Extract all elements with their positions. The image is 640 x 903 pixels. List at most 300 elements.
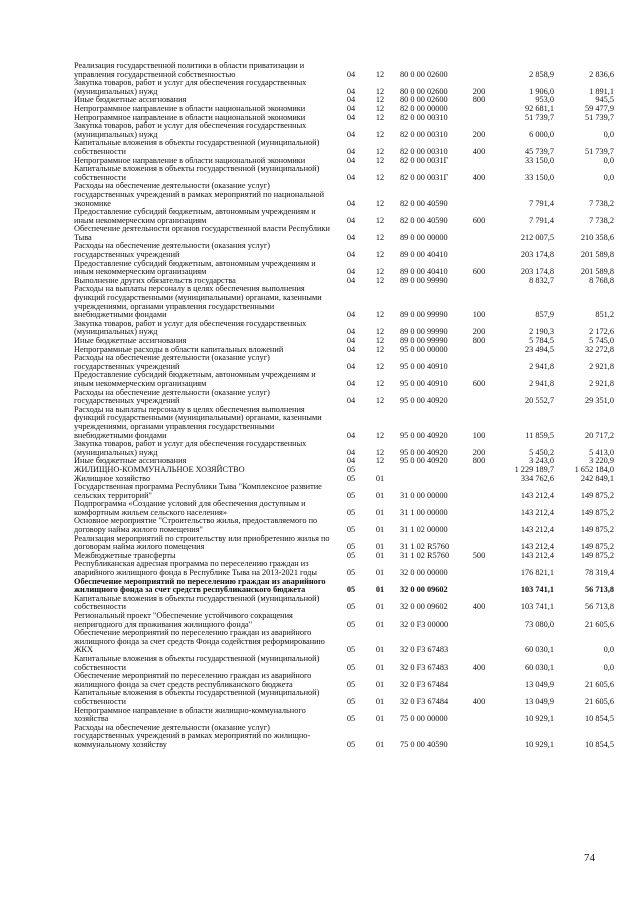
amount-year-2: 56 713,8 — [584, 585, 614, 595]
subsection-code: 12 — [375, 267, 385, 277]
section-code: 05 — [346, 464, 356, 474]
subsection-code: 01 — [375, 602, 385, 612]
amount-year-1: 13 049,9 — [524, 696, 554, 706]
subsection-code: 01 — [375, 645, 385, 655]
expense-type-code: 400 — [472, 602, 486, 612]
row-name: Иные бюджетные ассигнования — [74, 336, 187, 345]
amount-year-2: 5 413,0 — [589, 447, 614, 457]
row-name: Непрограммное направление в области национальной экономики — [74, 112, 306, 122]
amount-year-1: 10 929,1 — [524, 739, 554, 749]
amount-year-2: 0,0 — [603, 662, 614, 672]
amount-year-1: 5 784,5 — [529, 336, 554, 345]
subsection-code: 12 — [375, 378, 385, 388]
expense-type-code: 600 — [472, 215, 486, 225]
table-row — [74, 672, 620, 689]
section-code: 05 — [346, 619, 356, 629]
amount-year-2: 20 717,2 — [584, 430, 614, 440]
section-code: 04 — [346, 103, 356, 113]
section-code: 04 — [346, 155, 356, 165]
target-article-code: 95 0 00 40920 — [400, 430, 448, 440]
section-code: 05 — [346, 679, 356, 689]
amount-year-1: 103 741,1 — [520, 585, 554, 595]
amount-year-2: 242 849,1 — [580, 473, 614, 483]
amount-year-2: 8 768,8 — [589, 275, 614, 285]
amount-year-1: 13 049,9 — [524, 679, 554, 689]
subsection-code: 01 — [375, 542, 385, 552]
target-article-code: 95 0 00 00000 — [400, 344, 448, 354]
amount-year-1: 23 494,5 — [524, 344, 554, 354]
amount-year-2: 149 875,2 — [580, 542, 614, 552]
table-row — [74, 208, 620, 225]
expense-type-code: 800 — [472, 95, 486, 105]
amount-year-1: 3 243,0 — [529, 456, 554, 466]
section-code: 04 — [346, 327, 356, 337]
table-row — [74, 79, 620, 96]
subsection-code: 12 — [375, 155, 385, 165]
amount-year-2: 51 739,7 — [584, 146, 614, 156]
target-article-code: 32 0 F3 67484 — [400, 696, 449, 706]
target-article-code: 95 0 00 40910 — [400, 361, 448, 371]
amount-year-1: 51 739,7 — [524, 112, 554, 122]
subsection-code: 01 — [375, 662, 385, 672]
table-row — [74, 578, 620, 595]
amount-year-2: 7 738,2 — [589, 198, 614, 208]
target-article-code: 75 0 00 00000 — [400, 714, 448, 724]
subsection-code: 01 — [375, 568, 385, 578]
section-code: 05 — [346, 602, 356, 612]
row-name: Предоставление субсидий бюджетным, автономным учреждениям и иным некоммерческим организациям — [74, 207, 316, 225]
expense-type-code: 500 — [472, 550, 486, 560]
section-code: 05 — [346, 550, 356, 560]
expense-type-code: 200 — [472, 327, 486, 337]
section-code: 04 — [346, 232, 356, 242]
subsection-code: 12 — [375, 275, 385, 285]
amount-year-1: 45 739,7 — [524, 146, 554, 156]
amount-year-1: 60 030,1 — [524, 645, 554, 655]
amount-year-2: 0,0 — [603, 155, 614, 165]
subsection-code: 12 — [375, 198, 385, 208]
row-name: Предоставление субсидий бюджетным, автономным учреждениям и иным некоммерческим организациям — [74, 258, 316, 277]
target-article-code: 82 0 00 00310 — [400, 146, 448, 156]
table-row — [74, 655, 620, 672]
amount-year-1: 857,9 — [535, 310, 554, 320]
section-code: 04 — [346, 447, 356, 457]
subsection-code: 01 — [375, 490, 385, 500]
target-article-code: 32 0 F3 67484 — [400, 679, 449, 689]
section-code: 04 — [346, 95, 356, 105]
amount-year-2: 1 652 184,0 — [574, 464, 614, 474]
target-article-code: 31 1 02 R5760 — [400, 542, 450, 552]
row-name: Подпрограмма «Создание условий для обеспечения доступным и комфортным жильем сельского населения» — [74, 499, 306, 517]
target-article-code: 89 0 00 99990 — [400, 310, 448, 320]
target-article-code: 80 0 00 02600 — [400, 86, 448, 96]
amount-year-1: 20 552,7 — [524, 396, 554, 406]
amount-year-1: 143 212,4 — [520, 507, 554, 517]
expense-type-code: 400 — [472, 146, 486, 156]
amount-year-1: 1 906,0 — [529, 86, 554, 96]
amount-year-1: 33 150,0 — [524, 172, 554, 182]
row-name: Иные бюджетные ассигнования — [74, 95, 187, 105]
table-row — [74, 62, 620, 79]
amount-year-2: 51 739,7 — [584, 112, 614, 122]
amount-year-2: 0,0 — [603, 172, 614, 182]
amount-year-1: 212 007,5 — [520, 232, 554, 242]
subsection-code: 12 — [375, 86, 385, 96]
table-row — [74, 139, 620, 156]
amount-year-1: 7 791,4 — [529, 215, 554, 225]
expense-type-code: 100 — [472, 430, 486, 440]
subsection-code: 12 — [375, 456, 385, 466]
row-name: Расходы на выплаты персоналу в целях обеспечения выполнения функций государственными (муниципальными) органами, казенными учреждениями, органами управления государственными внебюджетными фондами — [74, 404, 322, 440]
section-code: 04 — [346, 361, 356, 371]
target-article-code: 89 0 00 99990 — [400, 327, 448, 337]
target-article-code: 95 0 00 40910 — [400, 378, 448, 388]
row-name: Государственная программа Республики Тыва "Комплексное развитие сельских территорий" — [74, 482, 322, 500]
section-code: 05 — [346, 525, 356, 535]
section-code: 04 — [346, 112, 356, 122]
row-name: Республиканская адресная программа по переселению граждан из аварийного жилищного фонда в Республике Тыва на 2013-2021 годы — [74, 559, 317, 578]
target-article-code: 31 1 02 R5760 — [400, 550, 450, 560]
amount-year-2: 210 358,6 — [580, 232, 614, 242]
row-name: Закупка товаров, работ и услуг для обеспечения государственных (муниципальных) нужд — [74, 439, 307, 457]
expense-type-code: 100 — [472, 310, 486, 320]
subsection-code: 12 — [375, 112, 385, 122]
amount-year-1: 203 174,8 — [520, 267, 554, 277]
subsection-code: 12 — [375, 215, 385, 225]
row-name: Предоставление субсидий бюджетным, автономным учреждениям и иным некоммерческим организациям — [74, 370, 316, 388]
subsection-code: 01 — [375, 473, 385, 483]
table-row — [74, 320, 620, 337]
table-row — [74, 689, 620, 706]
amount-year-2: 3 220,9 — [589, 456, 614, 466]
row-name: Закупка товаров, работ и услуг для обеспечения государственных (муниципальных) нужд — [74, 78, 307, 96]
row-name: Непрограммное направление в области национальной экономики — [74, 155, 306, 165]
target-article-code: 82 0 00 00000 — [400, 103, 448, 113]
table-row — [74, 122, 620, 139]
section-code: 05 — [346, 473, 356, 483]
section-code: 04 — [346, 275, 356, 285]
amount-year-1: 33 150,0 — [524, 155, 554, 165]
section-code: 04 — [346, 172, 356, 182]
amount-year-1: 203 174,8 — [520, 250, 554, 260]
amount-year-2: 2 921,8 — [589, 378, 614, 388]
row-name: ЖИЛИЩНО-КОММУНАЛЬНОЕ ХОЗЯЙСТВО — [74, 464, 245, 474]
subsection-code: 12 — [375, 69, 385, 79]
section-code: 04 — [346, 198, 356, 208]
amount-year-2: 945,5 — [595, 95, 614, 105]
amount-year-2: 21 605,6 — [584, 696, 614, 706]
table-row — [74, 389, 620, 406]
row-name: Межбюджетные трансферты — [74, 550, 176, 560]
amount-year-2: 56 713,8 — [584, 602, 614, 612]
amount-year-1: 2 190,3 — [529, 327, 554, 337]
amount-year-2: 21 605,6 — [584, 679, 614, 689]
amount-year-2: 29 351,0 — [584, 396, 614, 406]
target-article-code: 89 0 00 00000 — [400, 232, 448, 242]
amount-year-2: 851,2 — [595, 310, 614, 320]
amount-year-2: 1 891,1 — [589, 86, 614, 96]
subsection-code: 12 — [375, 396, 385, 406]
expense-type-code: 200 — [472, 86, 486, 96]
section-code: 05 — [346, 490, 356, 500]
target-article-code: 31 1 02 00000 — [400, 525, 448, 535]
subsection-code: 01 — [375, 550, 385, 560]
section-code: 05 — [346, 714, 356, 724]
subsection-code: 12 — [375, 336, 385, 345]
section-code: 04 — [346, 129, 356, 139]
amount-year-1: 73 080,0 — [524, 619, 554, 629]
amount-year-2: 2 172,6 — [589, 327, 614, 337]
amount-year-2: 149 875,2 — [580, 490, 614, 500]
table-row — [74, 354, 620, 371]
section-code: 04 — [346, 310, 356, 320]
expense-type-code: 200 — [472, 129, 486, 139]
subsection-code: 12 — [375, 95, 385, 105]
target-article-code: 82 0 00 00310 — [400, 129, 448, 139]
section-code: 04 — [346, 378, 356, 388]
subsection-code: 12 — [375, 172, 385, 182]
amount-year-2: 0,0 — [603, 129, 614, 139]
amount-year-2: 21 605,6 — [584, 619, 614, 629]
amount-year-2: 78 319,4 — [584, 568, 614, 578]
table-row — [74, 707, 620, 724]
table-row — [74, 517, 620, 534]
section-code: 04 — [346, 69, 356, 79]
amount-year-1: 11 859,5 — [525, 430, 554, 440]
amount-year-2: 201 589,8 — [580, 267, 614, 277]
section-code: 04 — [346, 430, 356, 440]
subsection-code: 01 — [375, 739, 385, 749]
table-row — [74, 483, 620, 500]
amount-year-2: 2 836,6 — [589, 69, 614, 79]
row-name: Непрограммные расходы в области капитальных вложений — [74, 344, 284, 354]
section-code: 05 — [346, 542, 356, 552]
amount-year-2: 7 738,2 — [589, 215, 614, 225]
section-code: 04 — [346, 267, 356, 277]
amount-year-1: 143 212,4 — [520, 490, 554, 500]
amount-year-1: 103 741,1 — [520, 602, 554, 612]
section-code: 05 — [346, 696, 356, 706]
table-row — [74, 165, 620, 182]
row-name: Реализация мероприятий по строительству или приобретению жилья по договорам найма жилого помещения — [74, 533, 330, 552]
row-name: Непрограммное направление в области национальной экономики — [74, 103, 306, 113]
row-name: Капитальные вложения в объекты государственной (муниципальной) собственности — [74, 138, 320, 156]
section-code: 04 — [346, 336, 356, 345]
row-name: Расходы на обеспечение деятельности (оказание услуг) государственных учреждений в рамках мероприятий по жилищно-коммунальному хозяйству — [74, 722, 311, 749]
amount-year-2: 32 272,8 — [584, 344, 614, 354]
amount-year-1: 143 212,4 — [520, 525, 554, 535]
row-name: Обеспечение деятельности органов государственной власти Республики Тыва — [74, 224, 330, 242]
amount-year-1: 2 941,8 — [529, 378, 554, 388]
amount-year-1: 2 941,8 — [529, 361, 554, 371]
expense-type-code: 600 — [472, 267, 486, 277]
amount-year-1: 143 212,4 — [520, 550, 554, 560]
target-article-code: 89 0 00 99990 — [400, 336, 448, 345]
expense-type-code: 600 — [472, 378, 486, 388]
section-code: 05 — [346, 739, 356, 749]
target-article-code: 89 0 00 99990 — [400, 275, 448, 285]
section-code: 04 — [346, 215, 356, 225]
table-row — [74, 260, 620, 277]
table-row — [74, 406, 620, 440]
target-article-code: 80 0 00 02600 — [400, 69, 448, 79]
target-article-code: 82 0 00 0031Г — [400, 155, 449, 165]
table-row — [74, 225, 620, 242]
subsection-code: 12 — [375, 232, 385, 242]
table-row — [74, 595, 620, 612]
target-article-code: 82 0 00 00310 — [400, 112, 448, 122]
section-code: 04 — [346, 146, 356, 156]
table-row — [74, 440, 620, 457]
subsection-code: 01 — [375, 714, 385, 724]
row-name: Расходы на обеспечение деятельности (оказания услуг) государственных учреждений — [74, 241, 271, 260]
section-code: 05 — [346, 662, 356, 672]
row-name: Капитальные вложения в объекты государственной (муниципальной) собственности — [74, 164, 320, 182]
target-article-code: 32 0 00 09602 — [400, 585, 448, 595]
section-code: 04 — [346, 396, 356, 406]
subsection-code: 12 — [375, 250, 385, 260]
target-article-code: 32 0 F3 67483 — [400, 645, 449, 655]
subsection-code: 12 — [375, 129, 385, 139]
table-row — [74, 371, 620, 388]
section-code: 05 — [346, 585, 356, 595]
target-article-code: 75 0 00 40590 — [400, 739, 448, 749]
subsection-code: 12 — [375, 146, 385, 156]
amount-year-2: 149 875,2 — [580, 525, 614, 535]
amount-year-1: 176 821,1 — [520, 568, 554, 578]
amount-year-2: 149 875,2 — [580, 507, 614, 517]
target-article-code: 82 0 00 40590 — [400, 215, 448, 225]
amount-year-1: 7 791,4 — [529, 198, 554, 208]
subsection-code: 12 — [375, 103, 385, 113]
target-article-code: 82 0 00 40590 — [400, 198, 448, 208]
row-name: Закупка товаров, работ и услуг для обеспечения государственных (муниципальных) нужд — [74, 318, 307, 337]
amount-year-1: 8 832,7 — [529, 275, 554, 285]
section-code: 05 — [346, 568, 356, 578]
table-row — [74, 242, 620, 259]
amount-year-2: 10 854,5 — [584, 714, 614, 724]
target-article-code: 32 0 F3 00000 — [400, 619, 449, 629]
table-row — [74, 535, 620, 552]
row-name: Жилищное хозяйство — [74, 473, 151, 483]
target-article-code: 89 0 00 40410 — [400, 267, 448, 277]
amount-year-1: 2 858,9 — [529, 69, 554, 79]
subsection-code: 01 — [375, 619, 385, 629]
subsection-code: 12 — [375, 430, 385, 440]
target-article-code: 89 0 00 40410 — [400, 250, 448, 260]
row-name: Обеспечение мероприятий по переселению граждан из аварийного жилищного фонда за счет средств республиканского бюджета — [74, 576, 326, 595]
amount-year-1: 334 762,6 — [520, 473, 554, 483]
target-article-code: 95 0 00 40920 — [400, 447, 448, 457]
table-row — [74, 500, 620, 517]
amount-year-1: 143 212,4 — [520, 542, 554, 552]
amount-year-2: 201 589,8 — [580, 250, 614, 260]
row-name: Иные бюджетные ассигнования — [74, 456, 187, 466]
subsection-code: 01 — [375, 525, 385, 535]
budget-table — [74, 62, 620, 750]
subsection-code: 12 — [375, 447, 385, 457]
amount-year-1: 6 000,0 — [529, 129, 554, 139]
table-row — [74, 285, 620, 319]
amount-year-1: 10 929,1 — [524, 714, 554, 724]
subsection-code: 01 — [375, 679, 385, 689]
target-article-code: 32 0 00 09602 — [400, 602, 448, 612]
row-name: Непрограммное направление в области жилищно-коммунального хозяйства — [74, 705, 306, 724]
target-article-code: 31 1 00 00000 — [400, 507, 448, 517]
amount-year-2: 59 477,9 — [584, 103, 614, 113]
expense-type-code: 800 — [472, 336, 486, 345]
amount-year-2: 10 854,5 — [584, 739, 614, 749]
row-name: Расходы на обеспечение деятельности (оказание услуг) государственных учреждений — [74, 353, 270, 371]
table-row — [74, 612, 620, 629]
section-code: 05 — [346, 507, 356, 517]
row-name: Основное мероприятие "Строительство жилья, предоставляемого по договору найма жилого помещения" — [74, 516, 318, 535]
table-row — [74, 724, 620, 750]
row-name: Закупка товаров, работ и услуг для обеспечения государственных (муниципальных) нужд — [74, 121, 307, 139]
subsection-code: 12 — [375, 361, 385, 371]
row-name: Обеспечение мероприятий по переселению граждан из аварийного жилищного фонда за счет средств республиканского бюджета — [74, 671, 312, 689]
row-name: Расходы на обеспечение деятельности (оказание услуг) государственных учреждений — [74, 387, 270, 406]
row-name: Капитальные вложения в объекты государственной (муниципальной) собственности — [74, 653, 320, 672]
table-row — [74, 560, 620, 577]
amount-year-1: 1 229 189,7 — [514, 464, 554, 474]
amount-year-1: 92 681,1 — [524, 103, 554, 113]
row-name: Региональный проект "Обеспечение устойчивого сокращения непригодного для проживания жилищного фонда" — [74, 611, 293, 629]
section-code: 04 — [346, 456, 356, 466]
section-code: 05 — [346, 645, 356, 655]
expense-type-code: 400 — [472, 696, 486, 706]
expense-type-code: 400 — [472, 172, 486, 182]
expense-type-code: 800 — [472, 456, 486, 466]
subsection-code: 01 — [375, 507, 385, 517]
amount-year-2: 5 745,0 — [589, 336, 614, 345]
amount-year-1: 5 450,2 — [529, 447, 554, 457]
subsection-code: 01 — [375, 585, 385, 595]
page-number: 74 — [584, 852, 595, 864]
amount-year-1: 953,0 — [535, 95, 554, 105]
row-name: Расходы на выплаты персоналу в целях обеспечения выполнения функций государственными (муниципальными) органами, казенными учреждениями, органами управления государственными внебюджетными фондами — [74, 284, 322, 320]
row-name: Выполнение других обязательств государства — [74, 275, 236, 285]
row-name: Капитальные вложения в объекты государственной (муниципальной) собственности — [74, 593, 320, 612]
amount-year-2: 2 921,8 — [589, 361, 614, 371]
table-row — [74, 182, 620, 208]
subsection-code: 12 — [375, 344, 385, 354]
target-article-code: 80 0 00 02600 — [400, 95, 448, 105]
target-article-code: 95 0 00 40920 — [400, 456, 448, 466]
subsection-code: 12 — [375, 327, 385, 337]
amount-year-2: 149 875,2 — [580, 550, 614, 560]
row-name: Реализация государственной политики в области приватизации и управления государственной собственностью — [74, 61, 305, 79]
subsection-code: 01 — [375, 696, 385, 706]
section-code: 04 — [346, 86, 356, 96]
target-article-code: 32 0 F3 67483 — [400, 662, 449, 672]
target-article-code: 31 0 00 00000 — [400, 490, 448, 500]
subsection-code: 12 — [375, 310, 385, 320]
row-name: Расходы на обеспечение деятельности (оказание услуг) государственных учреждений в рамках мероприятий по национальной экономике — [74, 181, 325, 208]
expense-type-code: 200 — [472, 447, 486, 457]
section-code: 04 — [346, 250, 356, 260]
amount-year-1: 60 030,1 — [524, 662, 554, 672]
target-article-code: 32 0 00 00000 — [400, 568, 448, 578]
amount-year-2: 0,0 — [603, 645, 614, 655]
row-name: Обеспечение мероприятий по переселению граждан из аварийного жилищного фонда за счет средств Фонда содействия реформированию ЖКХ — [74, 628, 325, 655]
target-article-code: 82 0 00 0031Г — [400, 172, 449, 182]
section-code: 04 — [346, 344, 356, 354]
table-row — [74, 629, 620, 655]
expense-type-code: 400 — [472, 662, 486, 672]
target-article-code: 95 0 00 40920 — [400, 396, 448, 406]
row-name: Капитальные вложения в объекты государственной (муниципальной) собственности — [74, 688, 320, 706]
